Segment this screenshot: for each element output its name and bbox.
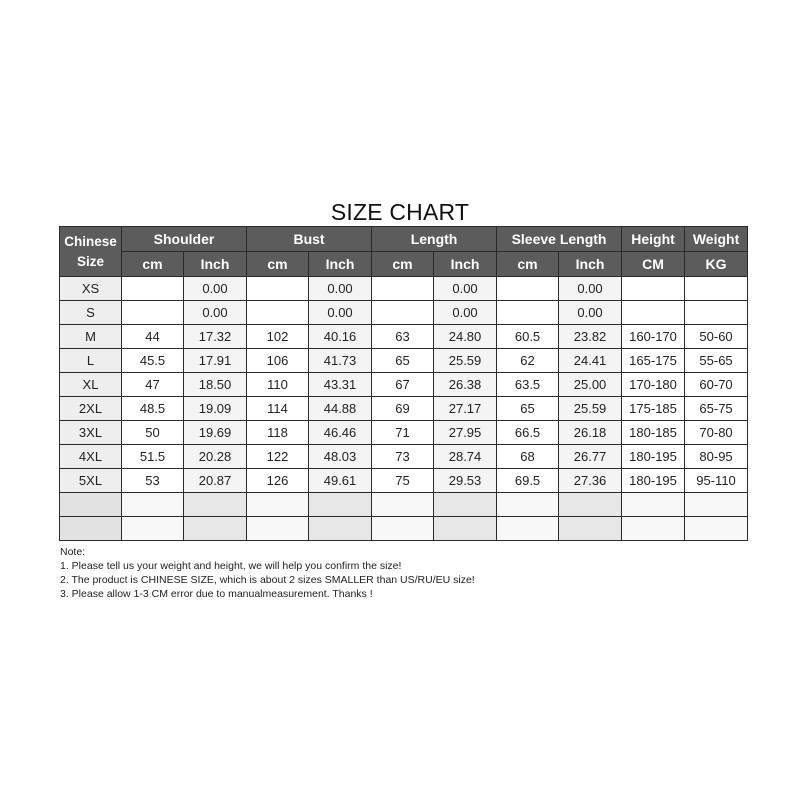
table-cell: 67 [372, 373, 434, 397]
table-cell [372, 517, 434, 541]
table-cell: 26.38 [434, 373, 497, 397]
table-cell [309, 493, 372, 517]
size-chart-table [59, 226, 748, 541]
table-cell: 68 [497, 445, 559, 469]
table-cell: 20.28 [184, 445, 247, 469]
table-cell: 20.87 [184, 469, 247, 493]
table-cell [497, 277, 559, 301]
unit-header: cm [122, 252, 184, 277]
table-cell: 180-195 [622, 445, 685, 469]
table-cell [247, 301, 309, 325]
table-cell: 26.18 [559, 421, 622, 445]
table-cell [247, 493, 309, 517]
table-cell: 17.32 [184, 325, 247, 349]
table-cell: 17.91 [184, 349, 247, 373]
table-cell [685, 277, 748, 301]
table-row [60, 325, 748, 349]
table-cell: 75 [372, 469, 434, 493]
table-cell [122, 301, 184, 325]
table-cell: 44.88 [309, 397, 372, 421]
size-cell: 4XL [60, 445, 122, 469]
table-cell: 62 [497, 349, 559, 373]
table-cell [372, 493, 434, 517]
table-cell [559, 493, 622, 517]
table-cell: 126 [247, 469, 309, 493]
shoulder-header: Shoulder [122, 227, 247, 252]
note-line: 3. Please allow 1-3 CM error due to manualmeasurement. Thanks ! [60, 588, 373, 600]
table-cell: 0.00 [184, 301, 247, 325]
table-cell: 0.00 [559, 277, 622, 301]
table-cell: 122 [247, 445, 309, 469]
table-cell [247, 517, 309, 541]
table-cell: 23.82 [559, 325, 622, 349]
unit-header: cm [497, 252, 559, 277]
table-cell: 18.50 [184, 373, 247, 397]
size-cell [60, 493, 122, 517]
unit-header: KG [685, 252, 748, 277]
table-cell: 19.09 [184, 397, 247, 421]
table-cell [622, 493, 685, 517]
weight-header: Weight [685, 227, 748, 252]
table-row [60, 397, 748, 421]
table-cell: 25.59 [434, 349, 497, 373]
table-cell: 55-65 [685, 349, 748, 373]
table-cell: 0.00 [184, 277, 247, 301]
note-heading: Note: [60, 546, 86, 558]
table-cell: 44 [122, 325, 184, 349]
size-chart-body [60, 277, 748, 541]
table-cell [434, 493, 497, 517]
table-cell [122, 517, 184, 541]
table-row [60, 349, 748, 373]
table-cell: 45.5 [122, 349, 184, 373]
chart-title: SIZE CHART [330, 199, 470, 225]
table-cell: 53 [122, 469, 184, 493]
table-cell: 0.00 [309, 277, 372, 301]
table-cell [685, 493, 748, 517]
unit-header: cm [247, 252, 309, 277]
table-cell: 27.17 [434, 397, 497, 421]
table-cell: 27.36 [559, 469, 622, 493]
table-cell: 51.5 [122, 445, 184, 469]
size-cell: 5XL [60, 469, 122, 493]
unit-header: Inch [309, 252, 372, 277]
table-cell: 175-185 [622, 397, 685, 421]
unit-header: cm [372, 252, 434, 277]
table-row [60, 469, 748, 493]
table-cell: 66.5 [497, 421, 559, 445]
table-row [60, 445, 748, 469]
table-cell: 80-95 [685, 445, 748, 469]
table-row [60, 421, 748, 445]
table-cell [622, 301, 685, 325]
table-cell [372, 301, 434, 325]
table-cell: 65-75 [685, 397, 748, 421]
table-cell [685, 301, 748, 325]
table-row [60, 517, 748, 541]
table-cell: 106 [247, 349, 309, 373]
table-cell [184, 517, 247, 541]
table-cell [434, 517, 497, 541]
table-cell: 60-70 [685, 373, 748, 397]
size-cell [60, 517, 122, 541]
table-cell: 49.61 [309, 469, 372, 493]
table-row [60, 301, 748, 325]
size-cell: L [60, 349, 122, 373]
table-cell [309, 517, 372, 541]
table-cell: 19.69 [184, 421, 247, 445]
unit-header: Inch [434, 252, 497, 277]
table-cell: 95-110 [685, 469, 748, 493]
table-cell: 165-175 [622, 349, 685, 373]
table-cell [559, 517, 622, 541]
table-cell: 73 [372, 445, 434, 469]
unit-header: Inch [559, 252, 622, 277]
table-cell: 48.5 [122, 397, 184, 421]
table-cell: 29.53 [434, 469, 497, 493]
table-cell: 26.77 [559, 445, 622, 469]
table-cell: 0.00 [434, 301, 497, 325]
size-cell: 3XL [60, 421, 122, 445]
note-line: 2. The product is CHINESE SIZE, which is about 2 sizes SMALLER than US/RU/EU size! [60, 574, 475, 586]
table-cell: 46.46 [309, 421, 372, 445]
table-cell [247, 277, 309, 301]
length-header: Length [372, 227, 497, 252]
table-cell: 170-180 [622, 373, 685, 397]
header-row-groups [60, 227, 748, 252]
table-cell: 50-60 [685, 325, 748, 349]
table-cell: 40.16 [309, 325, 372, 349]
table-cell: 24.41 [559, 349, 622, 373]
table-cell: 0.00 [309, 301, 372, 325]
table-cell: 60.5 [497, 325, 559, 349]
unit-header: CM [622, 252, 685, 277]
table-cell: 102 [247, 325, 309, 349]
table-cell: 0.00 [434, 277, 497, 301]
table-row [60, 493, 748, 517]
bust-header: Bust [247, 227, 372, 252]
table-cell: 63 [372, 325, 434, 349]
table-cell: 114 [247, 397, 309, 421]
table-cell: 70-80 [685, 421, 748, 445]
size-cell: M [60, 325, 122, 349]
size-cell: XS [60, 277, 122, 301]
table-cell: 110 [247, 373, 309, 397]
table-cell: 0.00 [559, 301, 622, 325]
table-cell [497, 517, 559, 541]
note-line: 1. Please tell us your weight and height, we will help you confirm the size! [60, 560, 402, 572]
table-row [60, 277, 748, 301]
size-cell: 2XL [60, 397, 122, 421]
table-cell: 65 [497, 397, 559, 421]
table-cell: 63.5 [497, 373, 559, 397]
table-cell [122, 277, 184, 301]
table-cell [372, 277, 434, 301]
table-cell: 27.95 [434, 421, 497, 445]
table-cell: 47 [122, 373, 184, 397]
table-cell: 69 [372, 397, 434, 421]
table-cell: 41.73 [309, 349, 372, 373]
table-cell [497, 493, 559, 517]
table-cell: 24.80 [434, 325, 497, 349]
table-cell [685, 517, 748, 541]
table-cell: 50 [122, 421, 184, 445]
table-cell [184, 493, 247, 517]
table-cell: 25.59 [559, 397, 622, 421]
table-cell: 71 [372, 421, 434, 445]
table-cell: 25.00 [559, 373, 622, 397]
table-cell: 180-195 [622, 469, 685, 493]
unit-header: Inch [184, 252, 247, 277]
table-row [60, 373, 748, 397]
table-cell: 118 [247, 421, 309, 445]
table-cell: 180-185 [622, 421, 685, 445]
size-cell: XL [60, 373, 122, 397]
table-cell [622, 277, 685, 301]
table-cell [622, 517, 685, 541]
table-cell [497, 301, 559, 325]
size-cell: S [60, 301, 122, 325]
table-cell: 48.03 [309, 445, 372, 469]
notes-section [60, 545, 475, 601]
table-cell: 43.31 [309, 373, 372, 397]
table-cell: 28.74 [434, 445, 497, 469]
table-cell: 65 [372, 349, 434, 373]
sleeve-length-header: Sleeve Length [497, 227, 622, 252]
table-cell [122, 493, 184, 517]
header-row-units [60, 252, 748, 277]
table-cell: 160-170 [622, 325, 685, 349]
height-header: Height [622, 227, 685, 252]
table-cell: 69.5 [497, 469, 559, 493]
size-column-header: Chinese Size [60, 227, 122, 277]
